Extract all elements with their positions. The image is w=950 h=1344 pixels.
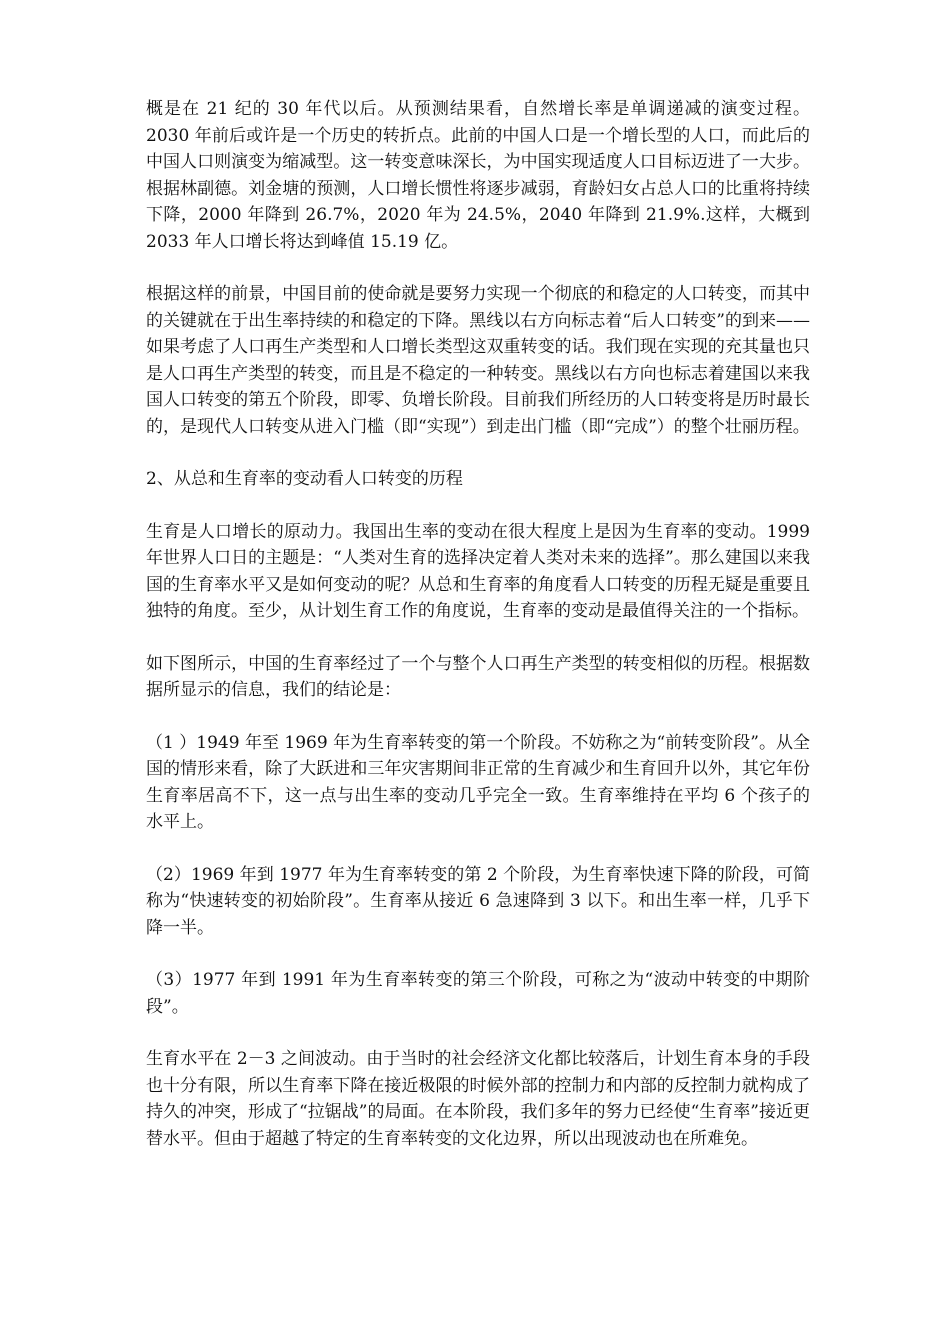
document-body — [146, 96, 810, 1178]
paragraph-transition-mission: 根据这样的前景，中国目前的使命就是要努力实现一个彻底的和稳定的人口转变，而其中的关键就在于出生率持续的和稳定的下降。黑线以右方向标志着“后人口转变”的到来——如果考虑了人口再生产类型和人口增长类型这双重转变的话。我们现在实现的充其量也只是人口再生产类型的转变，而且是不稳定的一种转变。黑线以右方向也标志着建国以来我国人口转变的第五个阶段，即零、负增长阶段。目前我们所经历的人口转变将是历时最长的，是现代人口转变从进入门槛（即“实现”）到走出门槛（即“完成”）的整个壮丽历程。 — [146, 284, 810, 437]
paragraph-stage-three: （3）1977 年到 1991 年为生育率转变的第三个阶段，可称之为“波动中转变的中期阶段”。 — [146, 970, 810, 1017]
paragraph-stage-one: （1 ）1949 年至 1969 年为生育率转变的第一个阶段。不妨称之为“前转变阶段”。从全国的情形来看，除了大跃进和三年灾害期间非正常的生育减少和生育回升以外，其它年份生育率居高不下，这一点与出生率的变动几乎完全一致。生育率维持在平均 6 个孩子的水平上。 — [146, 732, 810, 832]
paragraph-fluctuation: 生育水平在 2－3 之间波动。由于当时的社会经济文化都比较落后，计划生育本身的手段也十分有限，所以生育率下降在接近极限的时候外部的控制力和内部的反控制力就构成了持久的冲突，形成了“拉锯战”的局面。在本阶段，我们多年的努力已经使“生育率”接近更替水平。但由于超越了特定的生育率转变的文化边界，所以出现波动也在所难免。 — [146, 1049, 810, 1149]
paragraph-stage-two: （2）1969 年到 1977 年为生育率转变的第 2 个阶段，为生育率快速下降的阶段，可简称为“快速转变的初始阶段”。生育率从接近 6 急速降到 3 以下。和出生率一样，几乎下降一半。 — [146, 864, 810, 938]
paragraph-figure-intro: 如下图所示，中国的生育率经过了一个与整个人口再生产类型的转变相似的历程。根据数据所显示的信息，我们的结论是： — [146, 653, 810, 700]
paragraph-fertility-driver: 生育是人口增长的原动力。我国出生率的变动在很大程度上是因为生育率的变动。1999 年世界人口日的主题是：“人类对生育的选择决定着人类对未来的选择”。那么建国以来我国的生育率水平又是如何变动的呢？从总和生育率的角度看人口转变的历程无疑是重要且独特的角度。至少，从计划生育工作的角度说，生育率的变动是最值得关注的一个指标。 — [146, 521, 810, 621]
section-heading-fertility-rate: 2、从总和生育率的变动看人口转变的历程 — [146, 469, 463, 489]
paragraph-population-forecast: 概是在 21 纪的 30 年代以后。从预测结果看，自然增长率是单调递减的演变过程。2030 年前后或许是一个历史的转折点。此前的中国人口是一个增长型的人口，而此后的中国人口则演变为缩减型。这一转变意味深长，为中国实现适度人口目标迈进了一大步。根据林副德。刘金塘的预测，人口增长惯性将逐步减弱，育龄妇女占总人口的比重将持续下降，2000 年降到 26.7%，2020 年为 24.5%，2040 年降到 21.9%.这样，大概到 2033 年人口增长将达到峰值 15.19 亿。 — [146, 99, 810, 252]
